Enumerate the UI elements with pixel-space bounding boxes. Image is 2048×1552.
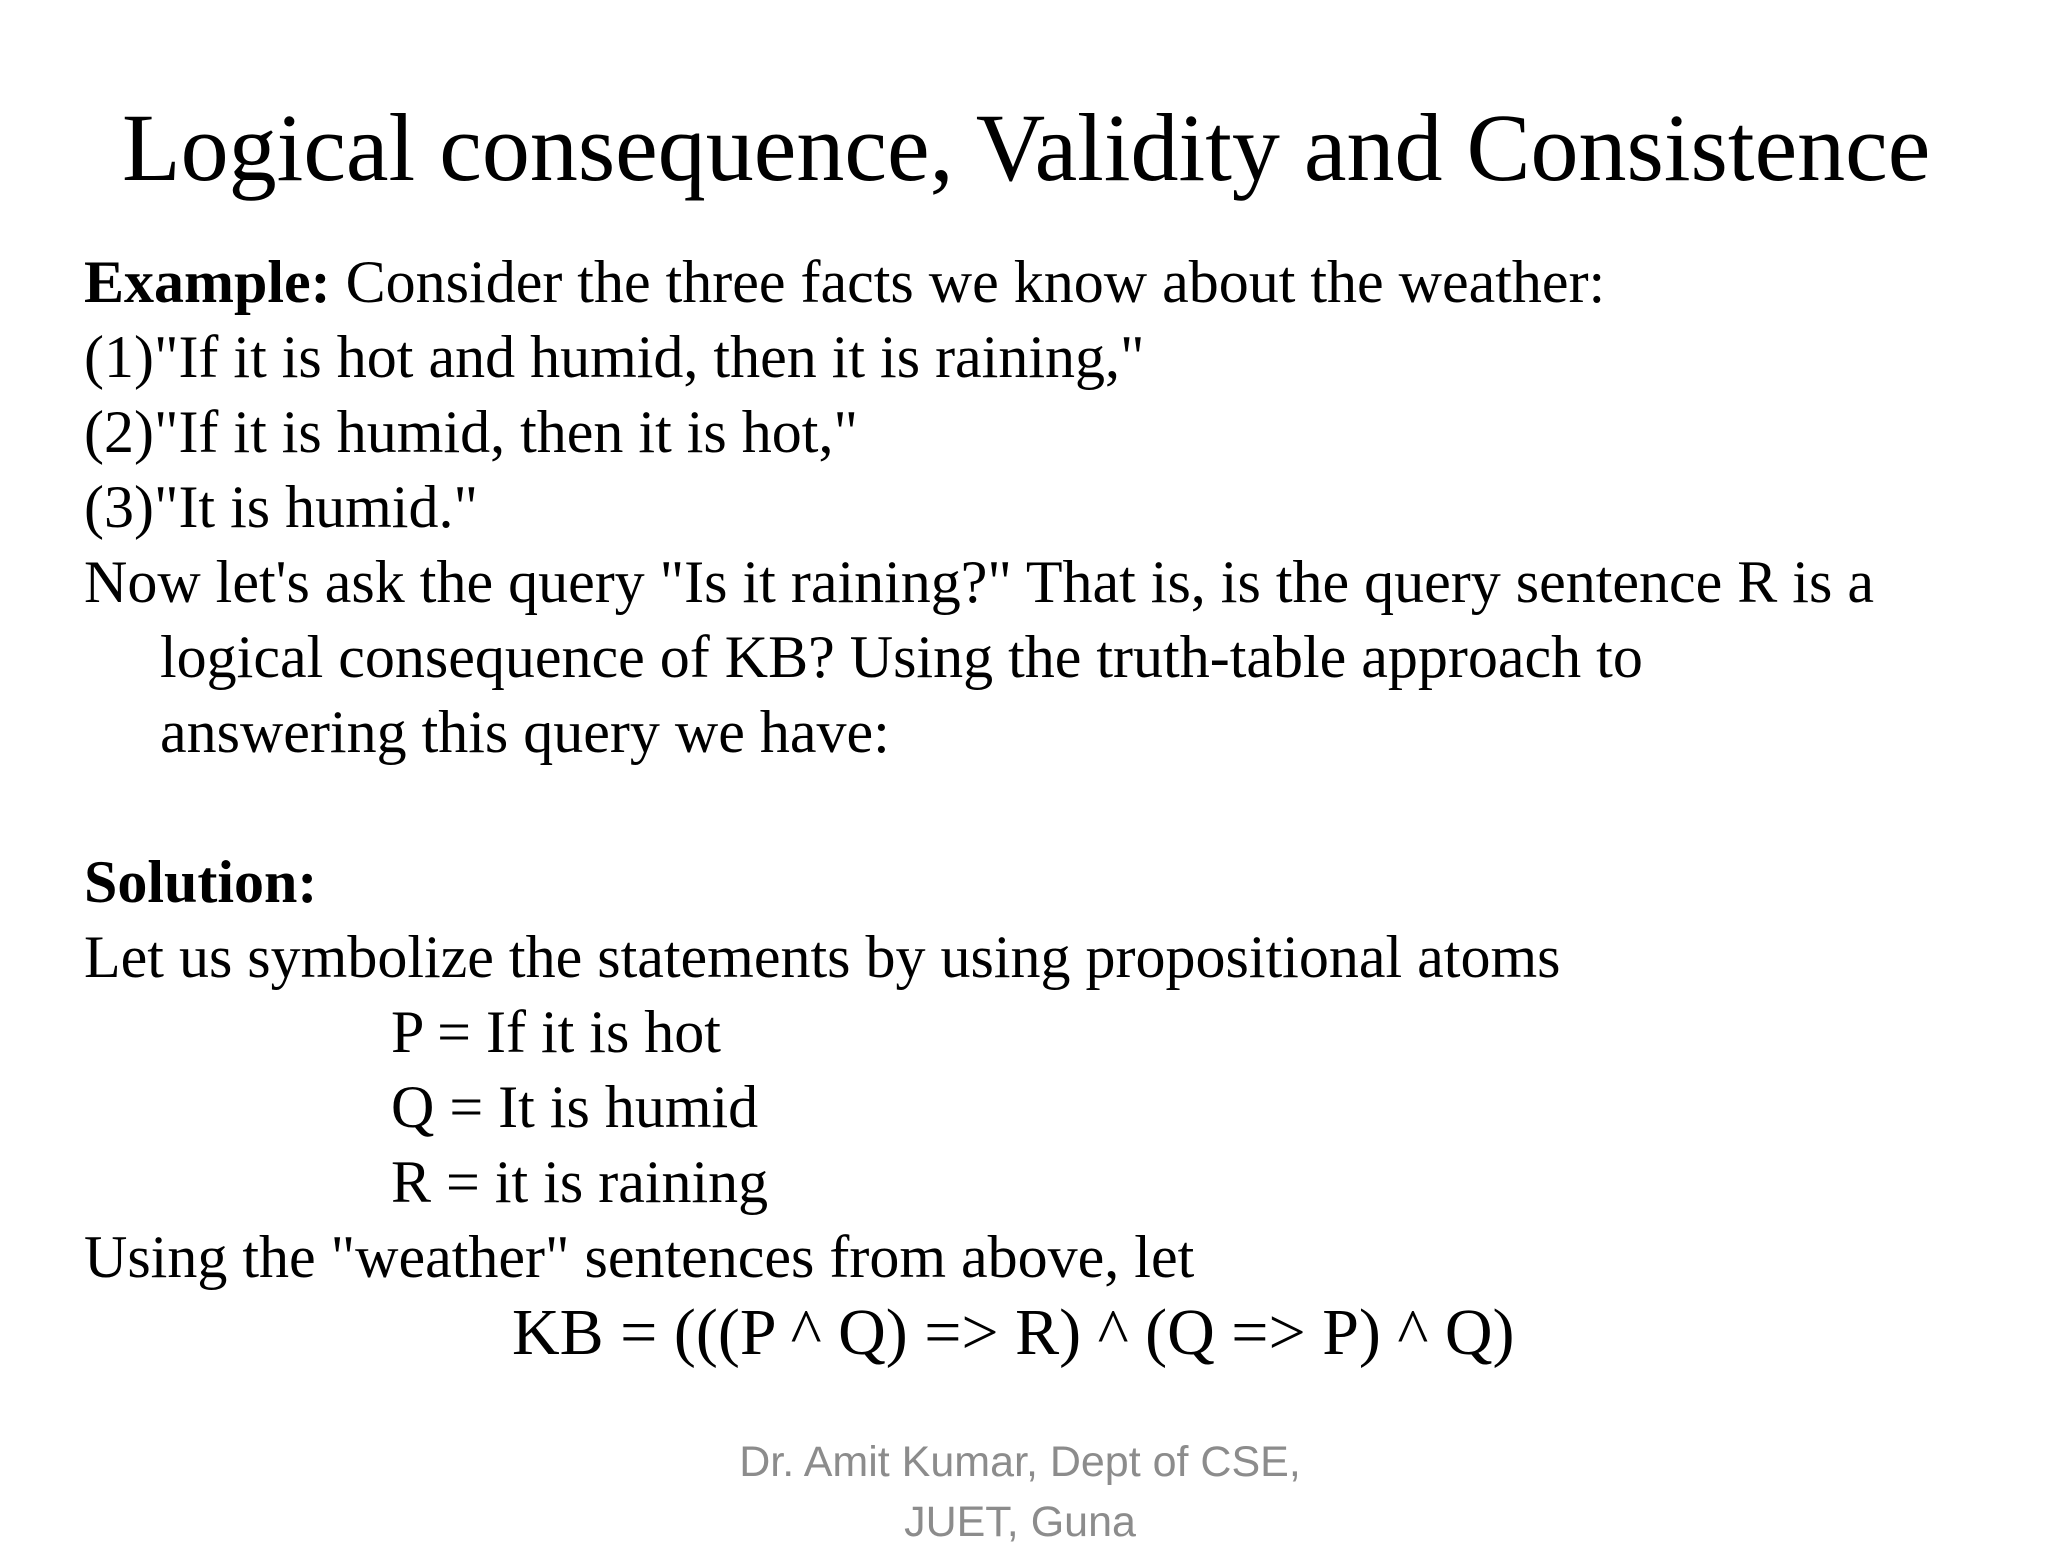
query-line-3: answering this query we have: bbox=[160, 699, 890, 765]
fact-2: (2)"If it is humid, then it is hot," bbox=[84, 399, 858, 465]
footer-line-1: Dr. Amit Kumar, Dept of CSE, bbox=[739, 1438, 1301, 1486]
atom-r: R = it is raining bbox=[391, 1149, 769, 1215]
example-line bbox=[84, 245, 2034, 320]
example-intro: Consider the three facts we know about the weather: bbox=[330, 249, 1606, 315]
slide-body bbox=[84, 245, 2034, 1370]
kb-formula: KB = (((P ^ Q) => R) ^ (Q => P) ^ Q) bbox=[512, 1296, 1515, 1369]
footer bbox=[600, 1432, 1440, 1552]
solution-label: Solution: bbox=[84, 849, 318, 915]
spacer bbox=[84, 770, 2034, 845]
query-line-1: Now let's ask the query "Is it raining?" That is, is the query sentence R is a bbox=[84, 549, 1874, 615]
using-line: Using the "weather" sentences from above, let bbox=[84, 1224, 1195, 1290]
atom-q: Q = It is humid bbox=[391, 1074, 759, 1140]
example-label: Example: bbox=[84, 249, 331, 315]
slide-title: Logical consequence, Validity and Consistence bbox=[122, 94, 1931, 201]
footer-line-2: JUET, Guna bbox=[904, 1498, 1136, 1546]
query-line-2: logical consequence of KB? Using the truth-table approach to bbox=[160, 624, 1643, 690]
fact-1: (1)"If it is hot and humid, then it is raining," bbox=[84, 324, 1145, 390]
fact-3: (3)"It is humid." bbox=[84, 474, 478, 540]
solution-intro: Let us symbolize the statements by using propositional atoms bbox=[84, 924, 1561, 990]
atom-p: P = If it is hot bbox=[391, 999, 721, 1065]
